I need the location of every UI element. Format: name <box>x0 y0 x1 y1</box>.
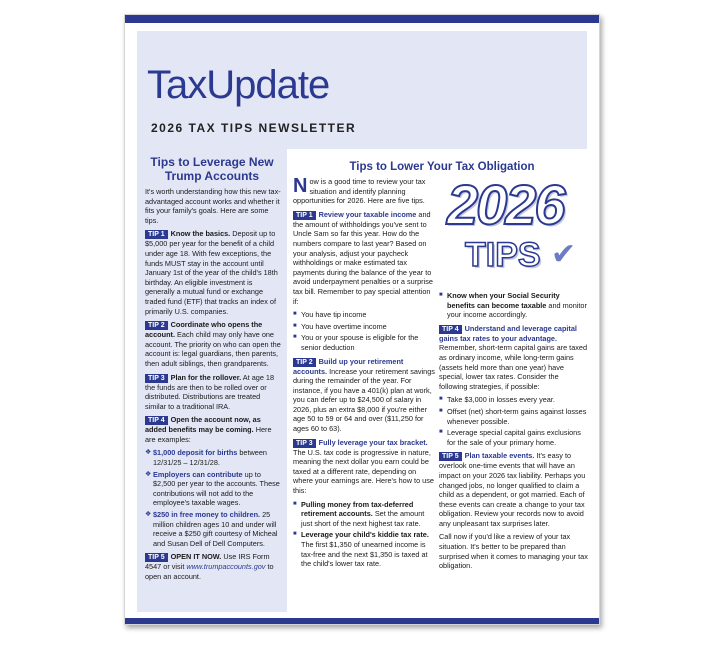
list-item: ■ You or your spouse is eligible for the senior deduction <box>293 333 437 352</box>
main-tip-3-list <box>293 500 437 569</box>
closing-paragraph: Call now if you'd like a review of your tax situation. It's better to be prepared than surprised when it comes to managing your tax obligation. <box>439 532 588 571</box>
main-tip-1-list <box>293 310 437 352</box>
drop-cap: N <box>293 175 308 197</box>
main-tip-3: TIP 3 Fully leverage your tax bracket. The U.S. tax code is progressive in nature, meaning the next dollar you earn could be taxed at a different rate, depending on where your earnings are. Here's how to use this: <box>293 437 434 496</box>
main-tip-2: TIP 2 Build up your retirement accounts. Increase your retirement savings during the remainder of the year. For instance, if you have a 401(k) plan at work, you can defer up to $24,500 of salary in 2026, plus an extra $8,000 if you're either age 50 to 59 or 64 and over ($11,250 for ages 60 to 63). <box>293 356 435 434</box>
tip-badge: TIP 1 <box>145 230 168 239</box>
sidebar-tip-3: TIP 3 Plan for the rollover. At age 18 the funds are then to be rolled over or distributed. Distributions are treated similar to a traditional IRA. <box>145 372 275 411</box>
list-item: ■ Take $3,000 in losses every year. <box>439 395 589 405</box>
sidebar-tip-4-list <box>145 448 281 548</box>
tip-badge: TIP 3 <box>145 374 168 383</box>
tip-badge: TIP 1 <box>293 211 316 220</box>
top-bar <box>125 15 599 23</box>
sidebar-heading: Tips to Leverage New Trump Accounts <box>150 155 274 183</box>
masthead <box>137 31 587 149</box>
badge-tips: TIPS <box>465 236 541 274</box>
list-item: ■ Pulling money from tax-deferred retirement accounts. Set the amount just short of the next highest tax rate. <box>293 500 437 529</box>
left-sidebar <box>137 149 287 612</box>
tip-badge: TIP 2 <box>145 321 168 330</box>
list-item: ❖ $1,000 deposit for births between 12/31/25 – 12/31/28. <box>145 448 281 467</box>
tip-badge: TIP 4 <box>439 325 462 334</box>
sidebar-tip-2: TIP 2 Coordinate who opens the account. Each child may only have one account. The priority on who can open the account is: legal guardians, then parents, then adult siblings, then grandparents. <box>145 320 281 368</box>
main-intro: Now is a good time to review your tax situation and identify planning opportunities for 2026. Here are five tips. <box>293 175 426 206</box>
tip-badge: TIP 3 <box>293 439 316 448</box>
2026-tips-graphic <box>439 173 589 287</box>
list-item: ■ You have overtime income <box>293 322 437 332</box>
badge-year: 2026 <box>447 173 564 236</box>
sidebar-intro: It's worth understanding how this new tax-advantaged account works and whether it fits your family's goals. Here are some tips. <box>145 187 281 225</box>
right-tip-4: TIP 4 Understand and leverage capital gains tax rates to your advantage. Remember, short-term capital gains are taxed as ordinary income, while long-term gains (assets held more than one year) have special, lower tax rates. Consider the following strategies, if possible: <box>439 323 588 391</box>
tip-badge: TIP 2 <box>293 358 316 367</box>
bottom-bar <box>125 618 599 624</box>
main-heading: Tips to Lower Your Tax Obligation <box>349 161 535 173</box>
sidebar-tip-4: TIP 4 Open the account now, as added benefits may be coming. Here are examples: <box>145 415 272 444</box>
main-column <box>287 177 441 573</box>
right-tip-5: TIP 5 Plan taxable events. It's easy to overlook one-time events that will have an impact on your 2026 tax liability. Perhaps you changed jobs, no longer qualified to claim a child as a dependent, or got married. Each of these events can create a change to your tax obligation. Review your records now to avoid any unpleasant tax surprises later. <box>439 451 586 528</box>
list-item: ❖ $250 in free money to children. 25 million children ages 10 and under will receive a $250 gift courtesy of Micheal and Susan Dell of Dell Computers. <box>145 510 281 548</box>
list-item: ■ Know when your Social Security benefits can become taxable and monitor your income accordingly. <box>439 291 589 320</box>
list-item: ■ Leverage your child's kiddie tax rate. The first $1,350 of unearned income is tax-free and the next $1,350 is taxed at the child's lower tax rate. <box>293 530 437 568</box>
sidebar-tip-1: TIP 1 Know the basics. Deposit up to $5,000 per year for the benefit of a child under age 18. With few exceptions, the funds MUST stay in the account until January 1st of the year of the child's 18th birthday. An eligible investment is generally a mutual fund or exchange traded fund (ETF) that tracks an index of primarily U.S. companies. <box>145 229 278 316</box>
right-tip-3-cont <box>439 291 589 320</box>
newsletter-page <box>124 14 600 625</box>
main-tip-1: TIP 1 Review your taxable income and the amount of withholdings you've sent to Uncle Sam so far this year. How do the numbers compare to last year? Based on your analysis, adjust your paycheck withholdings or make estimated tax payments during the balance of the year to avoid underpayment penalties or a surprise tax bill. Remember to pay special attention if: <box>293 209 433 306</box>
list-item: ■ You have tip income <box>293 310 437 320</box>
newsletter-title: TaxUpdate <box>147 63 330 107</box>
tip-badge: TIP 5 <box>439 452 462 461</box>
right-tip-4-list <box>439 395 589 447</box>
list-item: ❖ Employers can contribute up to $2,500 per year to the accounts. These contributions will not add to the employee's taxable wages. <box>145 470 281 508</box>
newsletter-subtitle: 2026 TAX TIPS NEWSLETTER <box>151 121 357 135</box>
tip-badge: TIP 5 <box>145 553 168 562</box>
tip-badge: TIP 4 <box>145 416 168 425</box>
list-item: ■ Leverage special capital gains exclusions for the sale of your primary home. <box>439 428 589 447</box>
checkmark-icon: ✔ <box>551 238 577 271</box>
list-item: ■ Offset (net) short-term gains against losses whenever possible. <box>439 407 589 426</box>
sidebar-tip-5: TIP 5 OPEN IT NOW. Use IRS Form 4547 or visit www.trumpaccounts.gov to open an account. <box>145 552 274 581</box>
trumpaccounts-link[interactable]: www.trumpaccounts.gov <box>186 562 266 572</box>
right-column <box>435 173 591 575</box>
